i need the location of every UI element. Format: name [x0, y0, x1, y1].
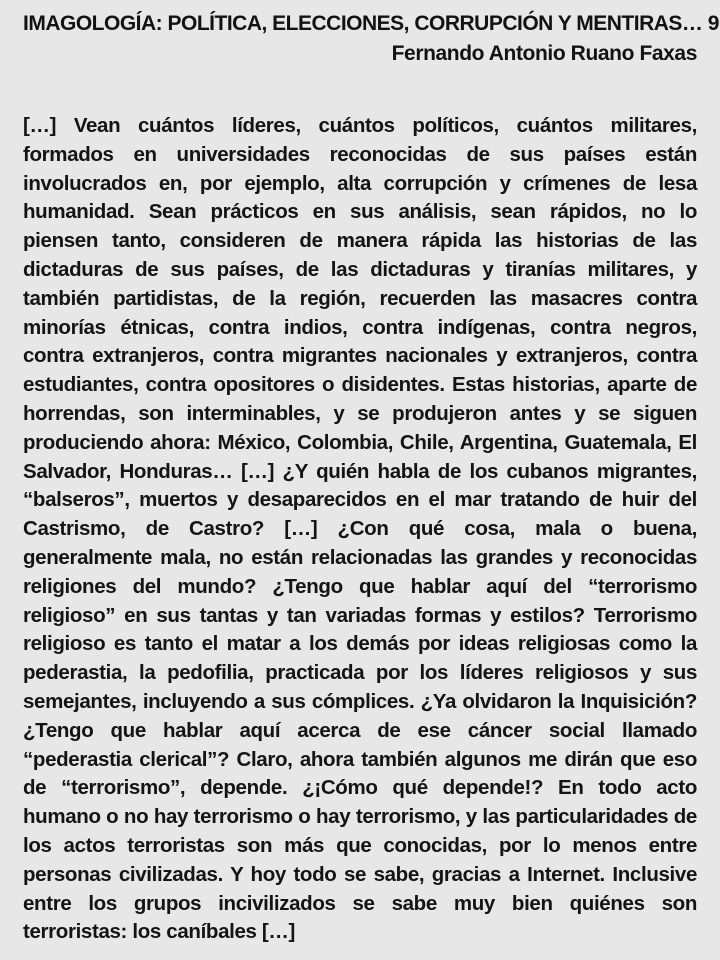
author-name: Fernando Antonio Ruano Faxas [391, 42, 697, 65]
body-paragraph: […] Vean cuántos líderes, cuántos políticos, cuántos militares, formados en universidades reconocidas de sus países están involucrados en, por ejemplo, alta corrupción y crímenes de lesa humanidad. Sean prácticos en sus análisis, sean rápidos, no lo piensen tanto, consideren de manera rápida las historias de las dictaduras de sus países, de las dictaduras y tiranías militares, y también partidistas, de la región, recuerden las masacres contra minorías étnicas, contra indios, contra indígenas, contra negros, contra extranjeros, contra migrantes nacionales y extranjeros, contra estudiantes, contra opositores o disidentes. Estas historias, aparte de horrendas, son interminables, y se produjeron antes y se siguen produciendo ahora: México, Colombia, Chile, Argentina, Guatemala, El Salvador, Honduras… […] ¿Y quién habla de los cubanos migrantes, “balseros”, muertos y desaparecidos en el mar tratando de huir del Castrismo, de Castro? […] ¿Con qué cosa, mala o buena, generalmente mala, no están relacionadas las grandes y reconocidas religiones del mundo? ¿Tengo que hablar aquí del “terrorismo religioso” en sus tantas y tan variadas formas y estilos? Terrorismo religioso es tanto el matar a los demás por ideas religiosas como la pederastia, la pedofilia, practicada por los líderes religiosos y sus semejantes, incluyendo a sus cómplices. ¿Ya olvidaron la Inquisición? ¿Tengo que hablar aquí acerca de ese cáncer social llamado “pederastia clerical”? Claro, ahora también algunos me dirán que eso de “terrorismo”, depende. ¿¡Cómo qué depende!? En todo acto humano o no hay terrorismo o hay terrorismo, y las particularidades de los actos terroristas son más que conocidas, por lo menos entre personas civilizadas. Y hoy todo se sabe, gracias a Internet. Inclusive entre los grupos incivilizados se sabe muy bien quiénes son terroristas: los caníbales […] [23, 114, 697, 944]
slide-header [0, 0, 720, 68]
slide-body [0, 112, 720, 947]
page-title: IMAGOLOGÍA: POLÍTICA, ELECCIONES, CORRUPCIÓN Y MENTIRAS… 9 [23, 12, 719, 35]
